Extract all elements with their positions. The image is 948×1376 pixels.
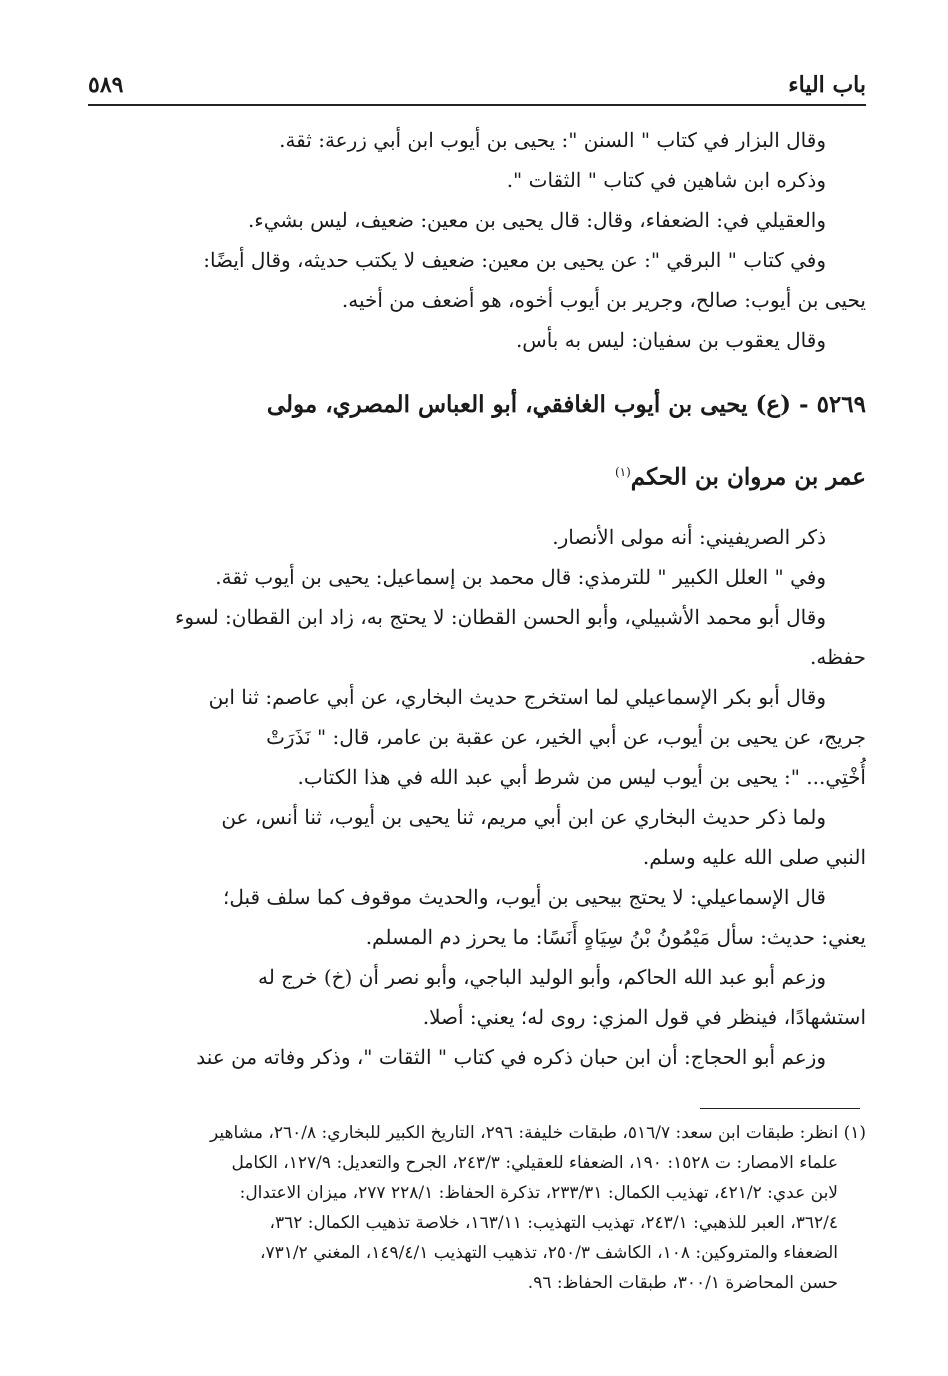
footnote-line: ٣٦٢/٤، العبر للذهبي: ٢٤٣/١، تهذيب التهذيب: ١٦٣/١١، خلاصة تذهيب الكمال: ٣٦٢، — [269, 1213, 838, 1233]
page-number: ٥٨٩ — [88, 72, 124, 98]
footnotes — [88, 1118, 866, 1298]
main-text — [88, 120, 866, 1077]
text-line: وقال أبو بكر الإسماعيلي لما استخرج حديث البخاري، عن أبي عاصم: ثنا ابن — [208, 685, 826, 709]
text-line: وزعم أبو عبد الله الحاكم، وأبو الوليد الباجي، وأبو نصر أن (خ) خرج له — [258, 965, 826, 989]
text-line: وذكره ابن شاهين في كتاب " الثقات ". — [506, 168, 826, 192]
footnote-line: حسن المحاضرة ٣٠٠/١، طبقات الحفاظ: ٩٦. — [527, 1273, 838, 1293]
footnote-line: علماء الامصار: ت ١٥٢٨: ١٩٠، الضعفاء للعقيلي: ٢٤٣/٣، الجرح والتعديل: ١٢٧/٩، الكامل — [231, 1153, 838, 1173]
text-line: يعني: حديث: سأل مَيْمُونُ بْنُ سِيَاهٍ أَنَسًا: ما يحرز دم المسلم. — [365, 925, 866, 949]
text-line: ولما ذكر حديث البخاري عن ابن أبي مريم، ثنا يحيى بن أيوب، ثنا أنس، عن — [221, 805, 826, 829]
text-line: وفي كتاب " البرقي ": عن يحيى بن معين: ضعيف لا يكتب حديثه، وقال أيضًا: — [203, 248, 826, 272]
text-line: وقال أبو محمد الأشبيلي، وأبو الحسن القطان: لا يحتج به، زاد ابن القطان: لسوء — [174, 605, 826, 629]
chapter-title: باب الياء — [788, 72, 866, 98]
text-line: حفظه. — [810, 645, 866, 669]
footnote-line: الضعفاء والمتروكين: ١٠٨، الكاشف ٢٥٠/٣، تذهيب التهذيب ١٤٩/٤/١، المغني ٧٣١/٢، — [259, 1243, 838, 1263]
footnote-rule — [700, 1108, 860, 1109]
entry-heading-line-1: ٥٢٦٩ - (ع) يحيى بن أيوب الغافقي، أبو العباس المصري، مولى — [266, 391, 866, 418]
page-header — [88, 62, 866, 98]
header-rule — [88, 104, 866, 106]
text-line: ذكر الصريفيني: أنه مولى الأنصار. — [552, 525, 826, 549]
footnote-reference: (١) — [614, 465, 631, 479]
text-line: وقال البزار في كتاب " السنن ": يحيى بن أيوب ابن أبي زرعة: ثقة. — [279, 128, 826, 152]
footnote-line: لابن عدي: ٤٢١/٢، تهذيب الكمال: ٢٣٣/٣١، تذكرة الحفاظ: ٢٢٨/١ ٢٧٧، ميزان الاعتدال: — [239, 1183, 838, 1203]
text-line: استشهادًا، فينظر في قول المزي: روى له؛ يعني: أصلا. — [422, 1005, 866, 1029]
text-line: والعقيلي في: الضعفاء، وقال: قال يحيى بن معين: ضعيف، ليس بشيء. — [247, 208, 826, 232]
text-line: قال الإسماعيلي: لا يحتج بيحيى بن أيوب، والحديث موقوف كما سلف قبل؛ — [222, 885, 826, 909]
text-line: أُخْتِي... ": يحيى بن أيوب ليس من شرط أبي عبد الله في هذا الكتاب. — [297, 765, 866, 789]
footnote-line: (١) انظر: طبقات ابن سعد: ٥١٦/٧، طبقات خليفة: ٢٩٦، التاريخ الكبير للبخاري: ٢٦٠/٨، مشاهير — [210, 1123, 866, 1143]
entry-heading-text: عمر بن مروان بن الحكم — [630, 463, 866, 491]
text-line: وزعم أبو الحجاج: أن ابن حبان ذكره في كتاب " الثقات "، وذكر وفاته من عند — [196, 1045, 826, 1069]
text-line: يحيى بن أيوب: صالح، وجرير بن أيوب أخوه، هو أضعف من أخيه. — [341, 288, 866, 312]
text-line: النبي صلى الله عليه وسلم. — [642, 845, 866, 869]
entry-heading-line-2 — [88, 450, 866, 494]
text-line: وقال يعقوب بن سفيان: ليس به بأس. — [515, 328, 826, 352]
text-line: جريج، عن يحيى بن أيوب، عن أبي الخير، عن عقبة بن عامر، قال: " نَذَرَتْ — [266, 725, 866, 749]
text-line: وفي " العلل الكبير " للترمذي: قال محمد بن إسماعيل: يحيى بن أيوب ثقة. — [215, 565, 826, 589]
